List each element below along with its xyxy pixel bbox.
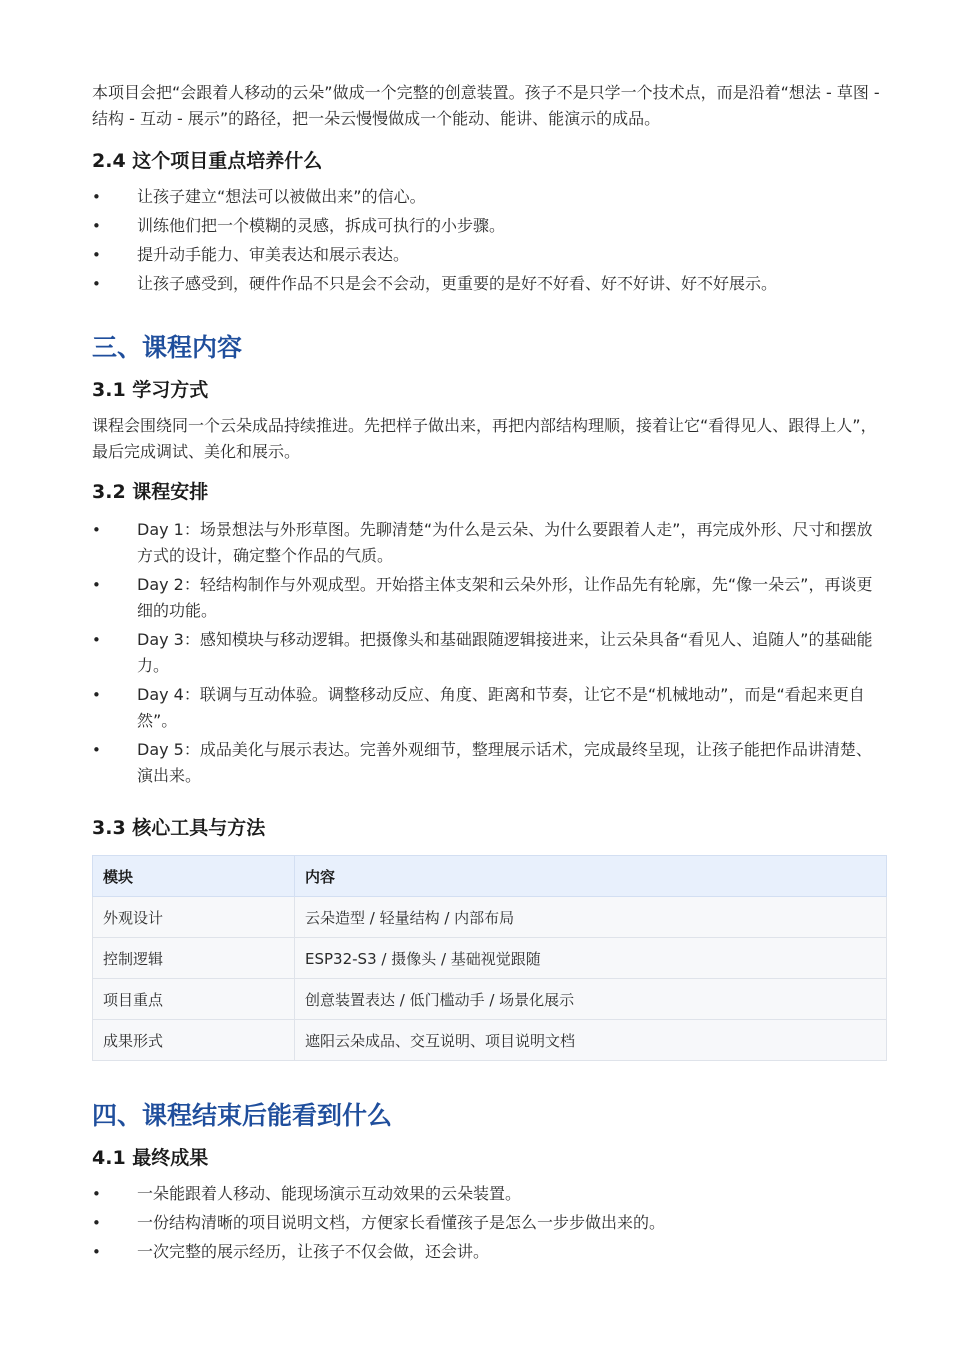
chapter-3-heading: 三、课程内容 [92,333,243,362]
table-cell: 外观设计 [93,897,295,938]
schedule-item-day4: • Day 4：联调与互动体验。调整移动反应、角度、距离和节奏，让它不是“机械地动”，而是“看起来更自然”。 [92,682,887,734]
section-3-1-heading: 3.1 学习方式 [92,379,209,401]
table-cell: 云朵造型 / 轻量结构 / 内部布局 [295,897,887,938]
list-item: • 提升动手能力、审美表达和展示表达。 [92,242,887,268]
section-2-4-heading: 2.4 这个项目重点培养什么 [92,150,323,172]
table-row [93,979,887,1020]
schedule-item-day3: • Day 3：感知模块与移动逻辑。把摄像头和基础跟随逻辑接进来，让云朵具备“看见人、追随人”的基础能力。 [92,627,887,679]
section-4-1-heading: 4.1 最终成果 [92,1147,209,1169]
section-2-4-list [92,184,887,297]
intro-paragraph: 本项目会把“会跟着人移动的云朵”做成一个完整的创意装置。孩子不是只学一个技术点，而是沿着“想法 - 草图 - 结构 - 互动 - 展示”的路径，把一朵云慢慢做成一个能动、能讲、能演示的成品。 [92,83,880,128]
final-results-list [92,1181,887,1265]
table-header-row [93,856,887,897]
table-cell: ESP32-S3 / 摄像头 / 基础视觉跟随 [295,938,887,979]
course-schedule-list [92,517,887,789]
table-cell: 遮阳云朵成品、交互说明、项目说明文档 [295,1020,887,1061]
table-row [93,938,887,979]
column-header-content: 内容 [295,856,887,897]
table-cell: 控制逻辑 [93,938,295,979]
document-page [92,78,887,1268]
table-cell: 项目重点 [93,979,295,1020]
table-row [93,1020,887,1061]
list-item: • 让孩子感受到，硬件作品不只是会不会动，更重要的是好不好看、好不好讲、好不好展示。 [92,271,887,297]
table-row [93,897,887,938]
table-cell: 创意装置表达 / 低门槛动手 / 场景化展示 [295,979,887,1020]
list-item: • 一份结构清晰的项目说明文档，方便家长看懂孩子是怎么一步步做出来的。 [92,1210,887,1236]
section-3-1-paragraph: 课程会围绕同一个云朵成品持续推进。先把样子做出来，再把内部结构理顺，接着让它“看得见人、跟得上人”，最后完成调试、美化和展示。 [92,416,877,461]
schedule-item-day1: • Day 1：场景想法与外形草图。先聊清楚“为什么是云朵、为什么要跟着人走”，再完成外形、尺寸和摆放方式的设计，确定整个作品的气质。 [92,517,887,569]
tools-table [92,855,887,1061]
table-cell: 成果形式 [93,1020,295,1061]
column-header-module: 模块 [93,856,295,897]
list-item: • 让孩子建立“想法可以被做出来”的信心。 [92,184,887,210]
schedule-item-day5: • Day 5：成品美化与展示表达。完善外观细节，整理展示话术，完成最终呈现，让孩子能把作品讲清楚、演出来。 [92,737,887,789]
list-item: • 训练他们把一个模糊的灵感，拆成可执行的小步骤。 [92,213,887,239]
section-3-3-heading: 3.3 核心工具与方法 [92,817,266,839]
list-item: • 一朵能跟着人移动、能现场演示互动效果的云朵装置。 [92,1181,887,1207]
list-item: • 一次完整的展示经历，让孩子不仅会做，还会讲。 [92,1239,887,1265]
section-3-2-heading: 3.2 课程安排 [92,481,209,503]
chapter-4-heading: 四、课程结束后能看到什么 [92,1101,393,1130]
schedule-item-day2: • Day 2：轻结构制作与外观成型。开始搭主体支架和云朵外形，让作品先有轮廓，先“像一朵云”，再谈更细的功能。 [92,572,887,624]
